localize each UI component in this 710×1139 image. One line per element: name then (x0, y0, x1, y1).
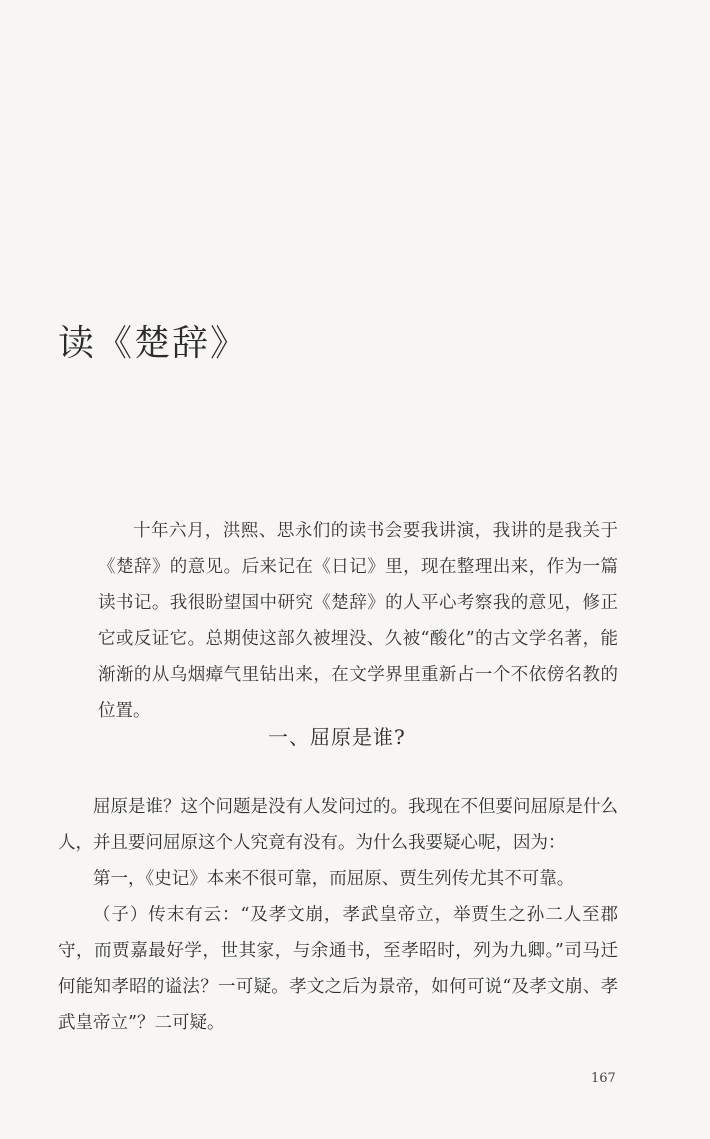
page-number: 167 (591, 1071, 616, 1086)
intro-paragraph: 十年六月，洪熙、思永们的读书会要我讲演，我讲的是我关于《楚辞》的意见。后来记在《日记》里，现在整理出来，作为一篇读书记。我很盼望国中研究《楚辞》的人平心考察我的意见，修正它或反证它。总期使这部久被埋没、久被“酸化”的古文学名著，能渐渐的从乌烟瘴气里钻出来，在文学界里重新占一个不依傍名教的位置。 (98, 521, 618, 721)
body-paragraph: 屈原是谁？这个问题是没有人发问过的。我现在不但要问屈原是什么人，并且要问屈原这个人究竟有没有。为什么我要疑心呢，因为： (58, 797, 618, 853)
chapter-title: 读《楚辞》 (58, 323, 249, 364)
section-heading: 一、屈原是谁? (268, 725, 406, 749)
body-paragraph: 第一，《史记》本来不很可靠，而屈原、贾生列传尤其不可靠。 (93, 869, 575, 889)
body-text (58, 789, 618, 1041)
body-paragraph: （子）传末有云：“及孝文崩，孝武皇帝立，举贾生之孙二人至郡守，而贾嘉最好学，世其家，与余通书，至孝昭时，列为九卿。”司马迁何能知孝昭的谥法？一可疑。孝文之后为景帝，如何可说“及孝文崩、孝武皇帝立”？二可疑。 (58, 905, 618, 1033)
